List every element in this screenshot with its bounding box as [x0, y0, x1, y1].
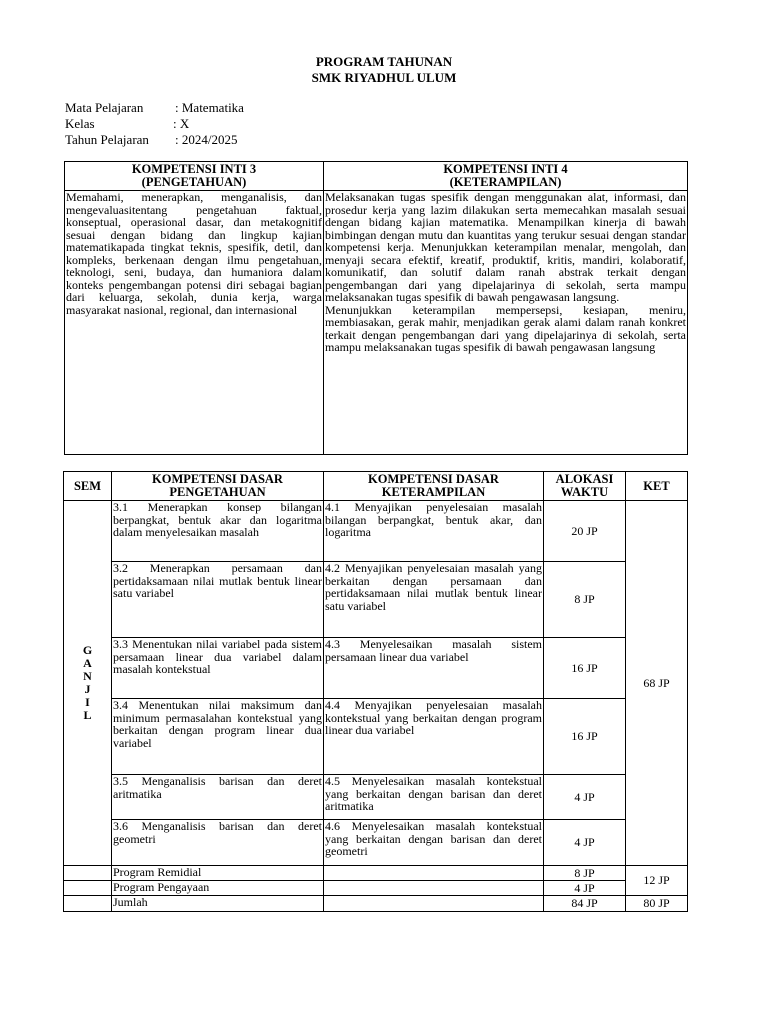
kd3-header	[112, 472, 324, 501]
info-label: Mata Pelajaran	[65, 100, 144, 115]
jp-cell: 84 JP	[544, 896, 626, 912]
ki4-header	[324, 162, 688, 191]
ki3-content: Memahami, menerapkan, menganalisis, dan mengevaluasitentang pengetahuan faktual, konseptual, operasional dasar, dan metakognitif sesuai dengan bidang dan lingkup kajian matematikapada tingkat teknis, spesifik, detil, dan kompleks, berkenaan dengan ilmu pengetahuan, teknologi, seni, budaya, dan humaniora dalam konteks pengembangan potensi diri sebagai bagian dari keluarga, sekolah, dunia kerja, warga masyarakat nasional, regional, dan internasional	[65, 191, 324, 455]
semester-cell	[64, 501, 112, 866]
kd4-cell: 4.1 Menyajikan penyelesaian masalah bilangan berpangkat, bentuk akar, dan logaritma	[324, 501, 544, 562]
table-row	[64, 881, 688, 896]
ket-cell: 80 JP	[626, 896, 688, 912]
jp-cell: 8 JP	[544, 562, 626, 638]
info-label: Tahun Pelajaran	[65, 132, 149, 147]
ket-header: KET	[626, 472, 688, 501]
table-row	[64, 501, 688, 562]
kd3-cell: 3.6 Menganalisis barisan dan deret geometri	[112, 820, 324, 866]
kd4-header	[324, 472, 544, 501]
jp-cell: 20 JP	[544, 501, 626, 562]
jp-cell: 4 JP	[544, 820, 626, 866]
kd4-cell: 4.3 Menyelesaikan masalah sistem persamaan linear dua variabel	[324, 638, 544, 699]
alokasi-header-line: ALOKASI	[555, 472, 614, 486]
semester-letter: G	[82, 643, 93, 657]
info-value: : 2024/2025	[175, 132, 238, 147]
kd3-cell: 3.5 Menganalisis barisan dan deret aritmatika	[112, 775, 324, 820]
empty-cell	[64, 881, 112, 896]
ki3-header	[65, 162, 324, 191]
alokasi-header	[544, 472, 626, 501]
table-row	[64, 638, 688, 699]
ki4-paragraph: Menunjukkan keterampilan mempersepsi, kesiapan, meniru, membiasakan, gerak mahir, menjadikan gerak alami dalam ranah konkret terkait dengan pengembangan dari yang dipelajarinya di sekolah, serta mampu melaksanakan tugas spesifik di bawah pengawasan langsung	[325, 302, 686, 354]
kd3-cell: 3.4 Menentukan nilai maksimum dan minimum permasalahan kontekstual yang berkaitan dengan program linear dua variabel	[112, 699, 324, 775]
ki4-title: KOMPETENSI INTI 4	[443, 162, 568, 176]
empty-cell	[324, 896, 544, 912]
kd3-cell: 3.1 Menerapkan konsep bilangan berpangkat, bentuk akar dan logaritma dalam menyelesaikan masalah	[112, 501, 324, 562]
ki-table	[64, 161, 688, 455]
table-row	[64, 775, 688, 820]
kd3-header-line: KOMPETENSI DASAR	[152, 472, 283, 486]
kd3-cell: 3.2 Menerapkan persamaan dan pertidaksamaan nilai mutlak bentuk linear satu variabel	[112, 562, 324, 638]
kd4-cell: 4.2 Menyajikan penyelesaian masalah yang berkaitan dengan persamaan dan pertidaksamaan nilai mutlak bentuk linear satu variabel	[324, 562, 544, 638]
jp-cell: 16 JP	[544, 638, 626, 699]
program-remidial-label: Program Remidial	[112, 866, 324, 881]
info-value: : Matematika	[175, 100, 244, 115]
jp-cell: 4 JP	[544, 775, 626, 820]
semester-letter: J	[84, 682, 91, 696]
jp-cell: 16 JP	[544, 699, 626, 775]
table-row	[64, 866, 688, 881]
ki3-title: KOMPETENSI INTI 3	[131, 162, 257, 176]
ki4-subtitle: (KETERAMPILAN)	[449, 175, 562, 189]
page-title: PROGRAM TAHUNAN	[315, 54, 453, 69]
table-row	[64, 699, 688, 775]
info-value: : X	[173, 116, 190, 131]
semester-letter: L	[83, 708, 92, 722]
empty-cell	[324, 866, 544, 881]
program-pengayaan-label: Program Pengayaan	[112, 881, 324, 896]
kd4-cell: 4.6 Menyelesaikan masalah kontekstual yang berkaitan dengan barisan dan deret geometri	[324, 820, 544, 866]
kd-table	[63, 471, 688, 912]
jumlah-label: Jumlah	[112, 896, 324, 912]
semester-letter: I	[85, 695, 90, 709]
kd4-cell: 4.5 Menyelesaikan masalah kontekstual yang berkaitan dengan barisan dan deret aritmatika	[324, 775, 544, 820]
table-row	[64, 820, 688, 866]
empty-cell	[324, 881, 544, 896]
table-row	[64, 896, 688, 912]
ki4-paragraph: Melaksanakan tugas spesifik dengan menggunakan alat, informasi, dan prosedur kerja yang lazim dilakukan serta memecahkan masalah sesuai dengan bidang kajian matematika. Menampilkan kinerja di bawah bimbingan dengan mutu dan kuantitas yang terukur sesuai dengan standar kompetensi kerja. Menunjukkan keterampilan menalar, mengolah, dan menyaji secara efektif, kreatif, produktif, kritis, mandiri, kolaboratif, komunikatif, dan solutif dalam ranah abstrak terkait dengan pengembangan dari yang dipelajarinya di sekolah, serta mampu melaksanakan tugas spesifik di bawah pengawasan langsung.	[325, 190, 686, 304]
empty-cell	[64, 896, 112, 912]
kd3-cell: 3.3 Menentukan nilai variabel pada sistem persamaan linear dua variabel dalam masalah kontekstual	[112, 638, 324, 699]
kd4-header-line: KETERAMPILAN	[381, 485, 486, 499]
ki3-subtitle: (PENGETAHUAN)	[141, 175, 247, 189]
ket-cell: 12 JP	[626, 866, 688, 896]
kd3-header-line: PENGETAHUAN	[169, 485, 266, 499]
table-row	[64, 562, 688, 638]
jp-cell: 8 JP	[544, 866, 626, 881]
semester-letter: N	[83, 669, 92, 683]
school-name: SMK RIYADHUL ULUM	[311, 70, 457, 85]
sem-header: SEM	[64, 472, 112, 501]
jp-cell: 4 JP	[544, 881, 626, 896]
alokasi-header-line: WAKTU	[560, 485, 609, 499]
semester-letter: A	[83, 656, 92, 670]
ket-cell: 68 JP	[626, 501, 688, 866]
ki4-content	[324, 191, 688, 455]
empty-cell	[64, 866, 112, 881]
info-label: Kelas	[65, 116, 95, 131]
kd4-cell: 4.4 Menyajikan penyelesaian masalah kontekstual yang berkaitan dengan program linear dua variabel	[324, 699, 544, 775]
kd4-header-line: KOMPETENSI DASAR	[368, 472, 499, 486]
